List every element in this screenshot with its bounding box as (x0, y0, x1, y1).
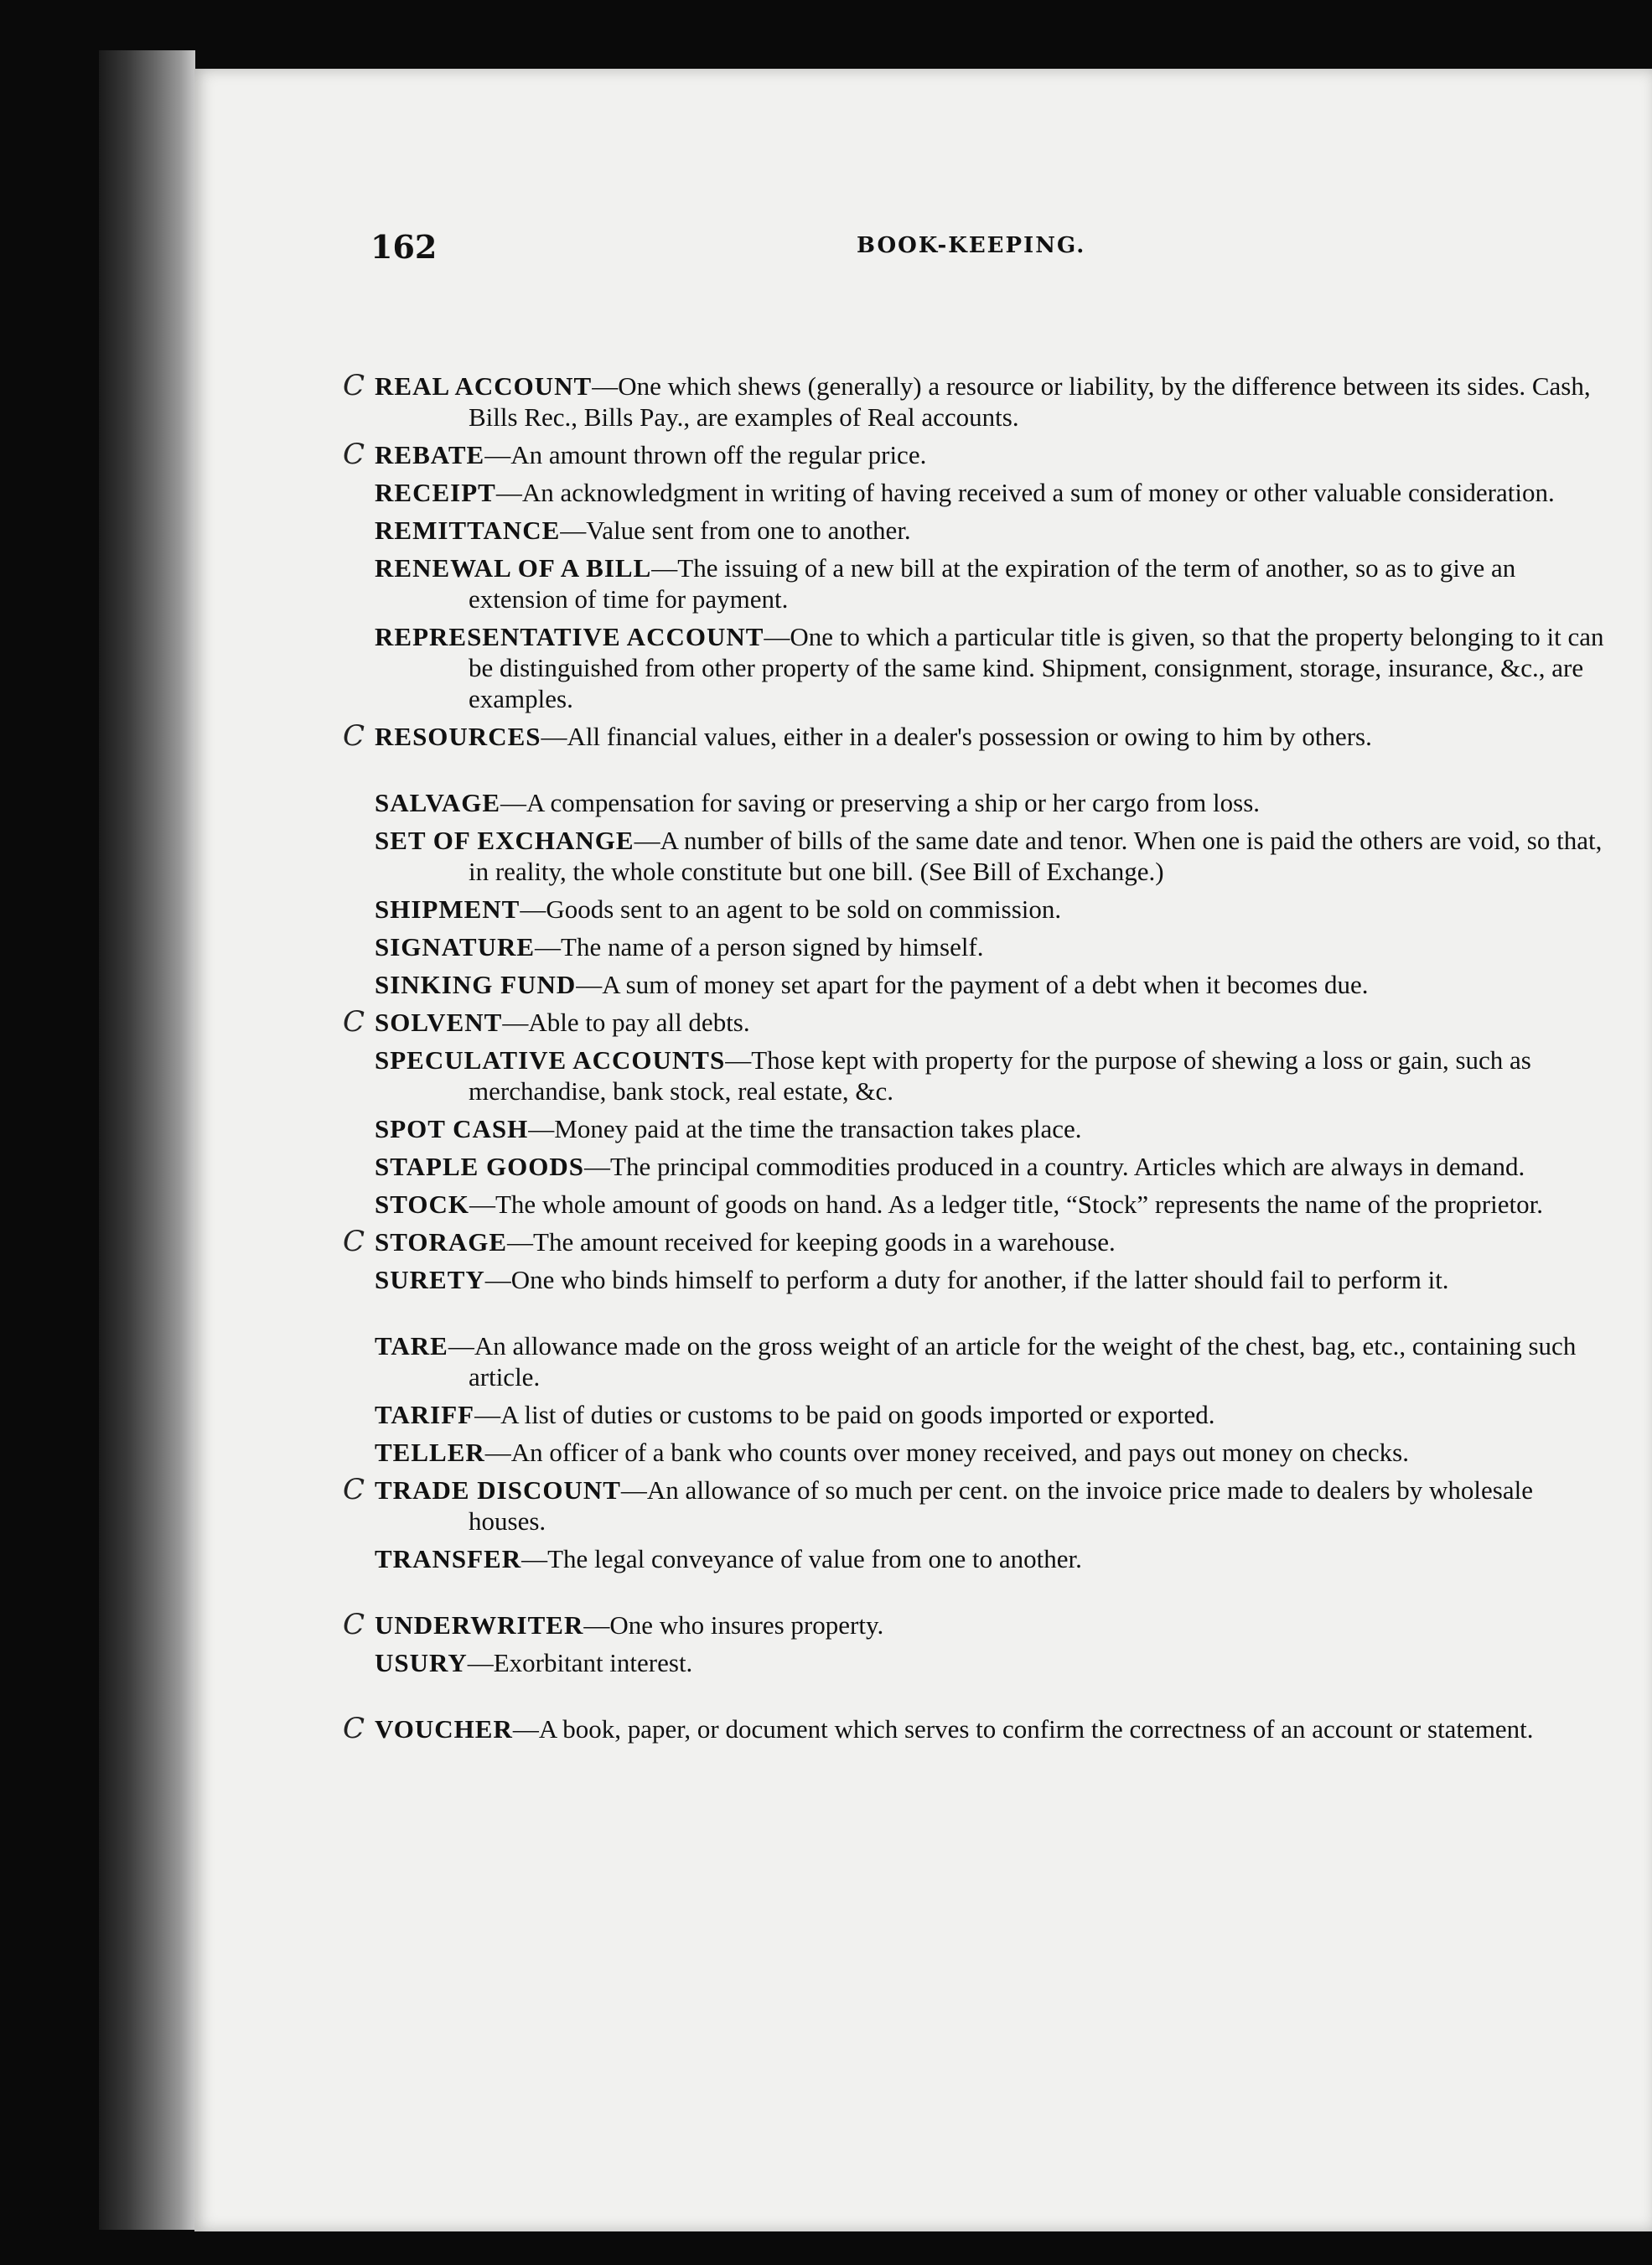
glossary-entry (375, 1330, 1607, 1392)
entry-definition: —A number of bills of the same date and tenor. When one is paid the others are void, so that, in reality, the whole constitute but one bill. (See Bill of Exchange.) (469, 826, 1603, 886)
book-spine (99, 50, 195, 2230)
glossary-entry (343, 369, 1607, 433)
entry-definition: —An allowance made on the gross weight of an article for the weight of the chest, bag, etc., containing such article. (448, 1331, 1577, 1392)
entry-term: TRANSFER (375, 1544, 522, 1573)
page-number: 162 (370, 228, 438, 266)
entry-definition: —The principal commodities produced in a country. Articles which are always in demand. (584, 1152, 1525, 1181)
margin-check-mark: C (343, 438, 365, 471)
entry-term: VOUCHER (375, 1714, 513, 1744)
entry-definition: —The legal conveyance of value from one to another. (521, 1544, 1082, 1573)
margin-check-mark: C (343, 719, 365, 753)
glossary-section (343, 1330, 1607, 1574)
glossary-entries (343, 369, 1607, 1780)
entry-term: SIGNATURE (375, 932, 536, 961)
entry-definition: —Money paid at the time the transaction takes place. (528, 1114, 1082, 1143)
entry-term: USURY (375, 1648, 468, 1677)
entry-definition: —Exorbitant interest. (467, 1648, 693, 1677)
margin-check-mark: C (343, 1005, 365, 1039)
entry-term: REPRESENTATIVE ACCOUNT (375, 622, 764, 651)
entry-definition: —The name of a person signed by himself. (535, 932, 984, 961)
entry-term: STOCK (375, 1190, 469, 1219)
entry-definition: —A sum of money set apart for the payment of a debt when it becomes due. (576, 970, 1369, 999)
entry-definition: —An amount thrown off the regular price. (484, 440, 927, 469)
glossary-entry (375, 621, 1607, 714)
glossary-entry (343, 1712, 1607, 1745)
page-header (194, 228, 1652, 278)
glossary-entry (375, 894, 1607, 925)
entry-term: RECEIPT (375, 478, 496, 507)
glossary-section (343, 1712, 1607, 1745)
entry-term: REAL ACCOUNT (375, 371, 593, 401)
margin-check-mark: C (343, 1608, 365, 1641)
glossary-entry (343, 1473, 1607, 1537)
entry-term: SPOT CASH (375, 1114, 529, 1143)
glossary-section (343, 369, 1607, 753)
entry-definition: —One to which a particular title is given, so that the property belonging to it can be distinguished from other property of the same kind. Shipment, consignment, storage, insurance, &c., are examples. (469, 622, 1604, 713)
glossary-entry (343, 1005, 1607, 1039)
entry-definition: —Those kept with property for the purpose of shewing a loss or gain, such as merchandise, bank stock, real estate, &c. (469, 1045, 1531, 1106)
entry-definition: —Able to pay all debts. (502, 1008, 750, 1037)
entry-definition: —All financial values, either in a dealer's possession or owing to him by others. (541, 722, 1372, 751)
glossary-entry (375, 1044, 1607, 1107)
entry-term: REMITTANCE (375, 516, 561, 545)
entry-term: STAPLE GOODS (375, 1152, 585, 1181)
glossary-entry (375, 477, 1607, 508)
entry-definition: —The whole amount of goods on hand. As a ledger title, “Stock” represents the name of the proprietor. (469, 1190, 1543, 1219)
entry-definition: —A compensation for saving or preserving a ship or her cargo from loss. (500, 788, 1261, 817)
entry-definition: —An acknowledgment in writing of having received a sum of money or other valuable consideration. (495, 478, 1555, 507)
glossary-entry (375, 969, 1607, 1000)
entry-definition: —One who insures property. (583, 1610, 884, 1640)
glossary-entry (375, 1189, 1607, 1220)
entry-term: SET OF EXCHANGE (375, 826, 634, 855)
entry-term: SURETY (375, 1265, 485, 1294)
glossary-entry (375, 1399, 1607, 1430)
entry-definition: —The amount received for keeping goods in a warehouse. (507, 1227, 1116, 1257)
glossary-entry (375, 552, 1607, 614)
margin-check-mark: C (343, 1225, 365, 1258)
entry-term: SPECULATIVE ACCOUNTS (375, 1045, 726, 1075)
entry-term: SALVAGE (375, 788, 501, 817)
book-page (194, 69, 1652, 2231)
margin-check-mark: C (343, 369, 365, 402)
entry-term: SHIPMENT (375, 894, 520, 924)
entry-definition: —A book, paper, or document which serves to confirm the correctness of an account or statement. (512, 1714, 1534, 1744)
entry-term: UNDERWRITER (375, 1610, 584, 1640)
glossary-entry (375, 1264, 1607, 1295)
entry-term: STORAGE (375, 1227, 508, 1257)
glossary-entry (343, 1225, 1607, 1258)
entry-term: RESOURCES (375, 722, 541, 751)
margin-check-mark: C (343, 1473, 365, 1506)
glossary-entry (375, 1647, 1607, 1678)
entry-definition: —An allowance of so much per cent. on the invoice price made to dealers by wholesale houses. (469, 1475, 1533, 1536)
entry-term: TARIFF (375, 1400, 475, 1429)
glossary-entry (375, 931, 1607, 962)
glossary-entry (375, 787, 1607, 818)
running-head: BOOK-KEEPING. (857, 233, 1086, 258)
glossary-entry (343, 1608, 1607, 1641)
entry-definition: —One which shews (generally) a resource or liability, by the difference between its sides. Cash, Bills Rec., Bills Pay., are examples of Real accounts. (469, 371, 1591, 432)
entry-term: TRADE DISCOUNT (375, 1475, 621, 1505)
entry-definition: —Goods sent to an agent to be sold on commission. (520, 894, 1062, 924)
entry-term: TELLER (375, 1438, 485, 1467)
glossary-section (343, 1608, 1607, 1678)
glossary-entry (375, 825, 1607, 887)
entry-term: TARE (375, 1331, 448, 1361)
entry-definition: —A list of duties or customs to be paid on goods imported or exported. (474, 1400, 1215, 1429)
entry-definition: —Value sent from one to another. (560, 516, 911, 545)
glossary-entry (343, 719, 1607, 753)
glossary-section (343, 787, 1607, 1295)
entry-term: SOLVENT (375, 1008, 503, 1037)
glossary-entry (375, 1151, 1607, 1182)
margin-check-mark: C (343, 1712, 365, 1745)
glossary-entry (375, 1543, 1607, 1574)
glossary-entry (375, 1437, 1607, 1468)
entry-term: RENEWAL OF A BILL (375, 553, 652, 583)
glossary-entry (343, 438, 1607, 471)
glossary-entry (375, 515, 1607, 546)
entry-definition: —One who binds himself to perform a duty for another, if the latter should fail to perform it. (484, 1265, 1449, 1294)
entry-term: REBATE (375, 440, 485, 469)
entry-definition: —The issuing of a new bill at the expiration of the term of another, so as to give an extension of time for payment. (469, 553, 1516, 614)
entry-term: SINKING FUND (375, 970, 577, 999)
entry-definition: —An officer of a bank who counts over money received, and pays out money on checks. (484, 1438, 1409, 1467)
glossary-entry (375, 1113, 1607, 1144)
